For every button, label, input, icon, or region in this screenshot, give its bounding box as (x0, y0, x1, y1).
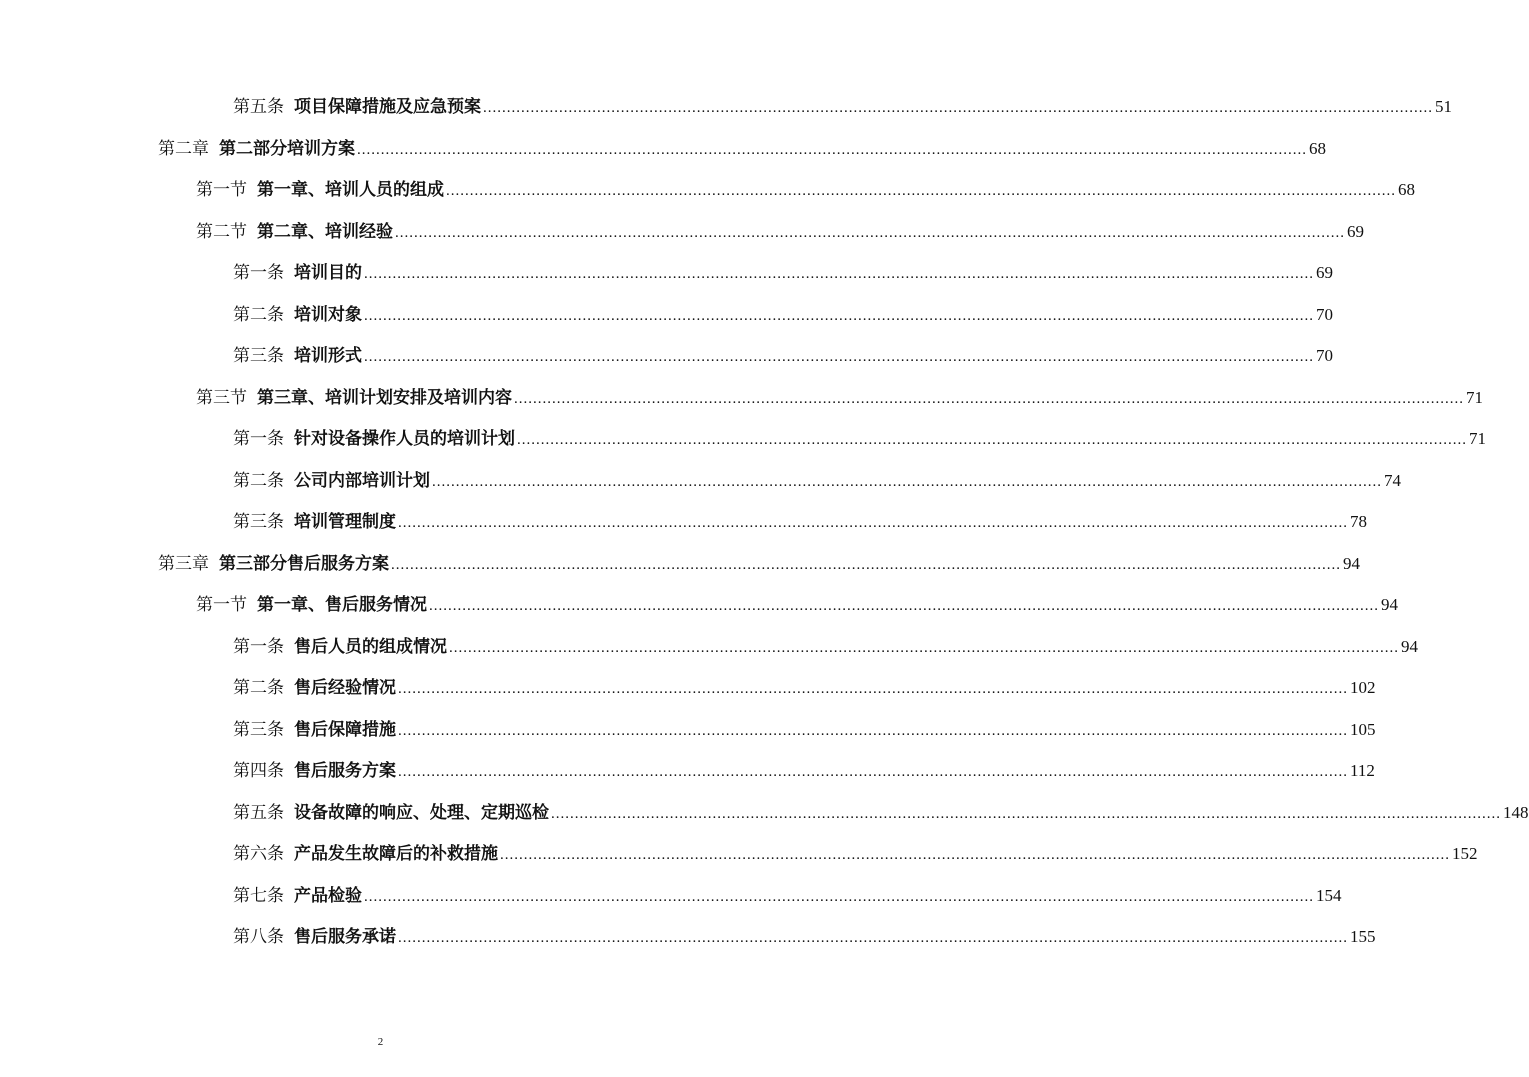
toc-entry-page: 74 (1384, 470, 1401, 490)
toc-entry-page: 70 (1316, 346, 1333, 365)
toc-entry[interactable] (233, 503, 1367, 533)
toc-entry-title: 售后服务承诺 (294, 927, 396, 947)
page-number: 2 (377, 1036, 384, 1048)
toc-entry-page: 112 (1350, 761, 1375, 780)
toc-entry-title: 设备故障的响应、处理、定期巡检 (294, 802, 549, 823)
toc-entry-page: 154 (1316, 885, 1342, 905)
toc-entry-page: 94 (1381, 595, 1398, 614)
toc-entry[interactable] (233, 88, 1452, 118)
toc-entry-number: 第一节 (196, 595, 247, 615)
toc-leader-dots: ........................................................................................................................................................................................................ (449, 639, 1399, 656)
toc-leader-dots: ........................................................................................................................................................................................................ (398, 722, 1348, 739)
toc-entry-page: 94 (1401, 636, 1418, 656)
toc-entry[interactable] (196, 379, 1483, 409)
toc-leader-dots: ........................................................................................................................................................................................................ (364, 888, 1314, 905)
toc-entry-number: 第一条 (233, 429, 284, 449)
toc-leader-dots: ........................................................................................................................................................................................................ (432, 473, 1382, 490)
toc-leader-dots: ........................................................................................................................................................................................................ (517, 432, 1467, 448)
toc-entry[interactable] (233, 711, 1376, 741)
toc-entry-page: 148 (1503, 802, 1529, 822)
toc-leader-dots: ........................................................................................................................................................................................................ (398, 930, 1348, 946)
toc-entry-number: 第八条 (233, 927, 284, 947)
toc-entry[interactable] (233, 462, 1401, 492)
toc-entry-page: 51 (1435, 97, 1452, 116)
toc-entry-number: 第三条 (233, 346, 284, 366)
toc-entry-page: 155 (1350, 927, 1376, 946)
toc-leader-dots: ........................................................................................................................................................................................................ (364, 349, 1314, 365)
toc-leader-dots: ........................................................................................................................................................................................................ (391, 556, 1341, 573)
toc-entry-title: 第二章、培训经验 (257, 221, 393, 242)
toc-leader-dots: ........................................................................................................................................................................................................ (398, 515, 1348, 531)
toc-leader-dots: ........................................................................................................................................................................................................ (398, 764, 1348, 780)
toc-entry-title: 产品发生故障后的补救措施 (294, 844, 498, 864)
toc-entry-number: 第二条 (233, 470, 284, 491)
toc-entry-number: 第一条 (233, 263, 284, 283)
toc-leader-dots: ........................................................................................................................................................................................................ (500, 847, 1450, 863)
toc-entry-page: 105 (1350, 719, 1376, 739)
toc-entry-number: 第三条 (233, 512, 284, 532)
toc-entry-title: 售后保障措施 (294, 719, 396, 740)
toc-entry-title: 培训目的 (294, 263, 362, 283)
toc-entry[interactable] (233, 918, 1376, 948)
toc-leader-dots: ........................................................................................................................................................................................................ (364, 266, 1314, 282)
toc-entry[interactable] (196, 586, 1398, 616)
toc-entry-number: 第四条 (233, 761, 284, 781)
toc-leader-dots: ........................................................................................................................................................................................................ (514, 390, 1464, 407)
toc-entry-title: 针对设备操作人员的培训计划 (294, 429, 515, 449)
toc-entry[interactable] (196, 171, 1415, 201)
toc-entry-title: 第一章、售后服务情况 (257, 595, 427, 615)
toc-entry-title: 第二部分培训方案 (219, 138, 355, 159)
toc-entry[interactable] (196, 213, 1364, 243)
toc-entry-number: 第二章 (158, 138, 209, 159)
toc-entry[interactable] (233, 254, 1333, 284)
toc-entry[interactable] (158, 545, 1360, 575)
toc-leader-dots: ........................................................................................................................................................................................................ (551, 805, 1501, 822)
toc-entry-number: 第二节 (196, 221, 247, 242)
toc-entry[interactable] (233, 420, 1486, 450)
toc-entry[interactable] (233, 337, 1333, 367)
toc-entry-title: 售后人员的组成情况 (294, 636, 447, 657)
toc-entry-page: 71 (1469, 429, 1486, 448)
toc-entry-title: 项目保障措施及应急预案 (294, 97, 481, 117)
toc-entry-title: 公司内部培训计划 (294, 470, 430, 491)
toc-entry-title: 售后经验情况 (294, 678, 396, 698)
toc-entry-number: 第一节 (196, 180, 247, 200)
toc-entry-number: 第二条 (233, 304, 284, 325)
toc-entry-page: 71 (1466, 387, 1483, 407)
toc-leader-dots: ........................................................................................................................................................................................................ (398, 681, 1348, 697)
toc-leader-dots: ........................................................................................................................................................................................................ (364, 307, 1314, 324)
toc-entry-number: 第二条 (233, 678, 284, 698)
toc-entry-title: 产品检验 (294, 885, 362, 906)
toc-entry-page: 68 (1398, 180, 1415, 199)
toc-entry-page: 70 (1316, 304, 1333, 324)
toc-entry[interactable] (233, 877, 1342, 907)
toc-entry-title: 培训管理制度 (294, 512, 396, 532)
toc-entry-page: 69 (1316, 263, 1333, 282)
toc-entry-page: 94 (1343, 553, 1360, 573)
toc-entry-page: 78 (1350, 512, 1367, 531)
toc-entry-page: 152 (1452, 844, 1478, 863)
toc-entry[interactable] (233, 669, 1376, 699)
toc-entry-page: 68 (1309, 138, 1326, 158)
toc-entry-number: 第五条 (233, 97, 284, 117)
toc-leader-dots: ........................................................................................................................................................................................................ (395, 224, 1345, 241)
toc-entry-number: 第三节 (196, 387, 247, 408)
toc-entry-page: 69 (1347, 221, 1364, 241)
toc-entry[interactable] (233, 794, 1529, 824)
toc-entry-title: 培训形式 (294, 346, 362, 366)
toc-entry[interactable] (233, 752, 1375, 782)
toc-entry-number: 第七条 (233, 885, 284, 906)
toc-entry-title: 第三部分售后服务方案 (219, 553, 389, 574)
toc-entry-page: 102 (1350, 678, 1376, 697)
toc-entry-title: 第一章、培训人员的组成 (257, 180, 444, 200)
toc-entry-number: 第五条 (233, 802, 284, 823)
toc-entry-title: 培训对象 (294, 304, 362, 325)
toc-entry-title: 售后服务方案 (294, 761, 396, 781)
toc-leader-dots: ........................................................................................................................................................................................................ (483, 100, 1433, 116)
toc-entry-number: 第一条 (233, 636, 284, 657)
toc-leader-dots: ........................................................................................................................................................................................................ (446, 183, 1396, 199)
toc-leader-dots: ........................................................................................................................................................................................................ (429, 598, 1379, 614)
toc-entry[interactable] (158, 130, 1326, 160)
toc-entry-number: 第六条 (233, 844, 284, 864)
toc-entry-number: 第三章 (158, 553, 209, 574)
toc-entry-title: 第三章、培训计划安排及培训内容 (257, 387, 512, 408)
toc-entry[interactable] (233, 296, 1333, 326)
toc-leader-dots: ........................................................................................................................................................................................................ (357, 141, 1307, 158)
toc-entry[interactable] (233, 835, 1478, 865)
toc-entry-number: 第三条 (233, 719, 284, 740)
toc-entry[interactable] (233, 628, 1418, 658)
